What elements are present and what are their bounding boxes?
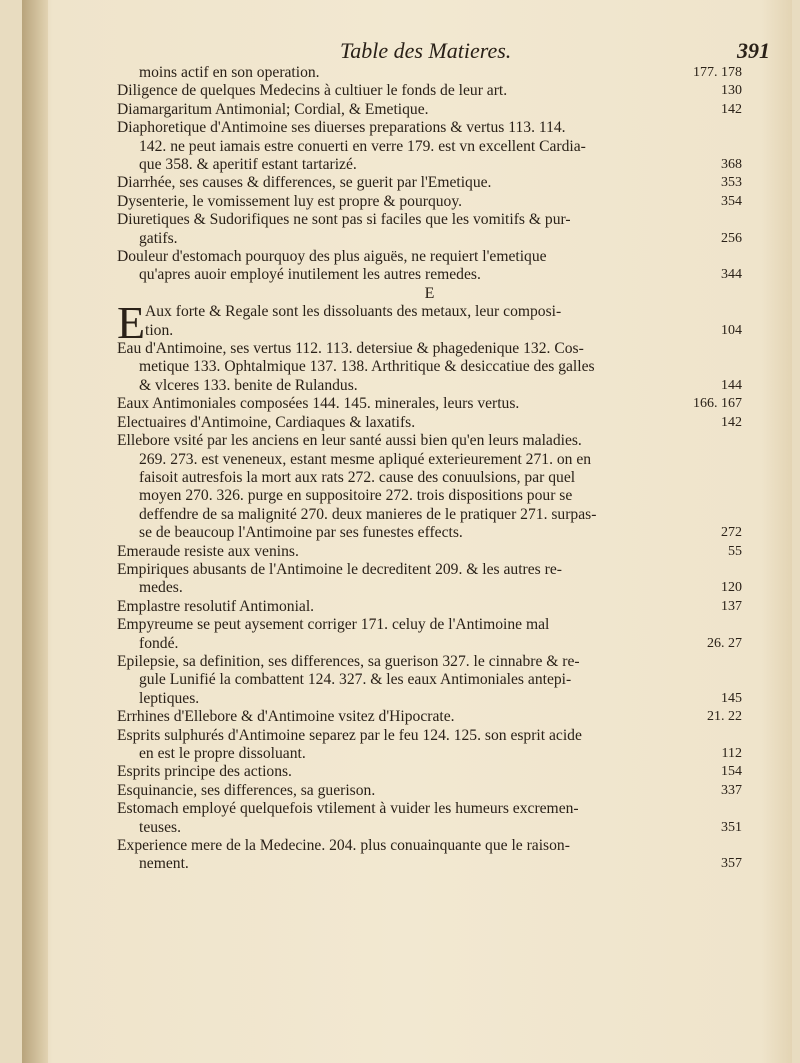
entry-text: Esprits principe des actions.	[117, 763, 292, 781]
page-number: 391	[737, 38, 770, 63]
entry-text: teuses.	[139, 818, 182, 836]
entry-line	[117, 543, 742, 561]
index-entry	[117, 837, 742, 874]
entry-text: Estomach employé quelquefois vtilement à vuider les humeurs excremen-	[117, 800, 579, 818]
entry-line	[117, 230, 742, 248]
index-entry	[117, 616, 742, 653]
entry-text: medes.	[139, 579, 183, 597]
entry-text: nement.	[139, 855, 189, 873]
entry-line	[117, 616, 742, 634]
index-entry	[117, 432, 742, 542]
entry-text: Ellebore vsité par les anciens en leur santé aussi bien qu'en leurs maladies.	[117, 432, 582, 450]
entry-text: & vlceres 133. benite de Rulandus.	[139, 376, 358, 394]
entry-text: 142. ne peut iamais estre conuerti en verre 179. est vn excellent Cardia-	[139, 137, 586, 155]
entry-line	[145, 322, 742, 340]
entry-text: Experience mere de la Medecine. 204. plus conuainquante que le raison-	[117, 837, 570, 855]
entry-text: gule Lunifié la combattent 124. 327. & les eaux Antimoniales antepi-	[139, 671, 572, 689]
index-entry	[117, 101, 742, 119]
index-entry	[117, 174, 742, 192]
page-reference: 144	[721, 377, 742, 393]
entry-text: Eaux Antimoniales composées 144. 145. minerales, leurs vertus.	[117, 395, 520, 413]
index-entry	[117, 193, 742, 211]
page-reference: 104	[721, 322, 742, 338]
page-reference: 344	[721, 267, 742, 283]
entry-text: Douleur d'estomach pourquoy des plus aiguës, ne requiert l'emetique	[117, 248, 547, 266]
entry-text: moins actif en son operation.	[139, 64, 320, 81]
entry-text: Diamargaritum Antimonial; Cordial, & Emetique.	[117, 100, 429, 118]
page-reference: 55	[728, 543, 742, 559]
entry-line	[117, 469, 742, 487]
entry-line	[117, 819, 742, 837]
index-entry	[117, 782, 742, 800]
page-reference: 353	[721, 175, 742, 191]
entry-line	[117, 506, 742, 524]
section-letter: E	[424, 284, 435, 302]
entry-text: en est le propre dissoluant.	[139, 745, 306, 763]
page-reference: 166. 167	[693, 396, 742, 412]
index-entry	[117, 248, 742, 285]
entry-line	[117, 193, 742, 211]
d-entries	[117, 64, 742, 285]
entry-text: Aux forte & Regale sont les dissoluants des metaux, leur composi-	[145, 303, 562, 321]
page-reference: 120	[721, 580, 742, 596]
entry-text: que 358. & aperitif estant tartarizé.	[139, 156, 357, 174]
entry-line	[117, 782, 742, 800]
entry-text: Emplastre resolutif Antimonial.	[117, 597, 315, 615]
index-entry	[117, 82, 742, 100]
entry-line	[117, 524, 742, 542]
index-entry	[117, 395, 742, 413]
entry-line	[117, 340, 742, 358]
entry-line	[117, 579, 742, 597]
index-entry	[117, 211, 742, 248]
entry-line	[117, 598, 742, 616]
page-reference: 112	[721, 746, 742, 762]
index-entry	[117, 119, 742, 174]
entry-line	[117, 211, 742, 229]
entry-text: qu'apres auoir employé inutilement les autres remedes.	[139, 266, 481, 284]
entry-text: Errhines d'Ellebore & d'Antimoine vsitez d'Hipocrate.	[117, 708, 455, 726]
entry-line	[117, 266, 742, 284]
entry-text: Electuaires d'Antimoine, Cardiaques & laxatifs.	[117, 413, 416, 431]
entry-text: Eau d'Antimoine, ses vertus 112. 113. detersiue & phagedenique 132. Cos-	[117, 340, 584, 358]
entry-line	[117, 487, 742, 505]
page-reference: 142	[721, 414, 742, 430]
entry-text: Diuretiques & Sudorifiques ne sont pas si faciles que les vomitifs & pur-	[117, 211, 571, 229]
index-entry	[117, 543, 742, 561]
entry-text: deffendre de sa malignité 270. deux manieres de le pratiquer 271. surpas-	[139, 505, 597, 523]
page-reference: 272	[721, 525, 742, 541]
page-gutter	[22, 0, 48, 1063]
page-reference: 368	[721, 157, 742, 173]
index-entry	[117, 561, 742, 598]
e-entries	[117, 297, 742, 874]
entry-text: Empiriques abusants de l'Antimoine le decreditent 209. & les autres re-	[117, 560, 562, 578]
index-entry	[117, 414, 742, 432]
book-page	[22, 0, 792, 1063]
entry-text: faisoit autresfois la mort aux rats 272. cause des conuulsions, par quel	[139, 468, 576, 486]
entry-line	[117, 745, 742, 763]
entry-line	[117, 377, 742, 395]
entry-line	[145, 303, 742, 321]
running-title: Table des Matieres.	[340, 38, 512, 63]
page-reference: 137	[721, 598, 742, 614]
page-reference: 177. 178	[693, 65, 742, 80]
entry-text: tion.	[145, 321, 174, 339]
entry-text: Empyreume se peut aysement corriger 171. celuy de l'Antimoine mal	[117, 616, 550, 634]
index-entry	[117, 340, 742, 395]
entry-line	[117, 451, 742, 469]
page-reference: 26. 27	[707, 635, 742, 651]
drop-capital: E	[117, 297, 146, 349]
entry-line	[117, 119, 742, 137]
index-entry	[117, 598, 742, 616]
page-reference: 21. 22	[707, 709, 742, 725]
page-reference: 337	[721, 782, 742, 798]
entry-text: Esquinancie, ses differences, sa guerison.	[117, 781, 376, 799]
entry-text: Dysenterie, le vomissement luy est propre & pourquoy.	[117, 192, 463, 210]
index-entry	[117, 763, 742, 781]
entry-line	[117, 156, 742, 174]
page-reference: 354	[721, 193, 742, 209]
entry-line	[117, 727, 742, 745]
entry-text: Diarrhée, ses causes & differences, se guerit par l'Emetique.	[117, 174, 492, 192]
entry-line	[117, 653, 742, 671]
entry-text: fondé.	[139, 634, 179, 652]
index-entry	[117, 727, 742, 764]
page-reference: 357	[721, 856, 742, 872]
index-entry	[117, 800, 742, 837]
page-reference: 256	[721, 230, 742, 246]
index-entry	[117, 64, 742, 82]
entry-text: Epilepsie, sa definition, ses differences, sa guerison 327. le cinnabre & re-	[117, 652, 580, 670]
entry-text: Emeraude resiste aux venins.	[117, 542, 299, 560]
page-reference: 351	[721, 819, 742, 835]
entry-line	[117, 101, 742, 119]
entry-text: se de beaucoup l'Antimoine par ses funestes effects.	[139, 524, 463, 542]
entry-line	[117, 708, 742, 726]
entry-line	[117, 82, 742, 100]
index-body	[117, 64, 742, 874]
entry-text: Diaphoretique d'Antimoine ses diuerses preparations & vertus 113. 114.	[117, 119, 566, 137]
entry-line	[117, 358, 742, 376]
entry-text: metique 133. Ophtalmique 137. 138. Arthritique & desiccatiue des galles	[139, 358, 595, 376]
page-reference: 154	[721, 764, 742, 780]
entry-text: Diligence de quelques Medecins à cultiuer le fonds de leur art.	[117, 82, 508, 100]
entry-line	[117, 690, 742, 708]
entry-line	[117, 64, 742, 82]
entry-line	[117, 635, 742, 653]
entry-line	[117, 248, 742, 266]
entry-text: Esprits sulphurés d'Antimoine separez par le feu 124. 125. son esprit acide	[117, 726, 582, 744]
index-entry	[117, 708, 742, 726]
entry-text: 269. 273. est veneneux, estant mesme apliqué exterieurement 271. on en	[139, 450, 592, 468]
entry-line	[117, 174, 742, 192]
entry-line	[117, 800, 742, 818]
entry-line	[117, 138, 742, 156]
page-reference: 130	[721, 83, 742, 99]
entry-text: leptiques.	[139, 689, 200, 707]
entry-line	[117, 561, 742, 579]
entry-line	[117, 763, 742, 781]
entry-line	[117, 414, 742, 432]
entry-line	[117, 671, 742, 689]
entry-text: moyen 270. 326. purge en suppositoire 272. trois dispositions pour se	[139, 487, 573, 505]
entry-line	[117, 395, 742, 413]
entry-line	[117, 855, 742, 873]
index-entry	[117, 653, 742, 708]
page-reference: 142	[721, 101, 742, 117]
entry-text: gatifs.	[139, 229, 178, 247]
page-reference: 145	[721, 690, 742, 706]
entry-line	[117, 837, 742, 855]
entry-line	[117, 432, 742, 450]
